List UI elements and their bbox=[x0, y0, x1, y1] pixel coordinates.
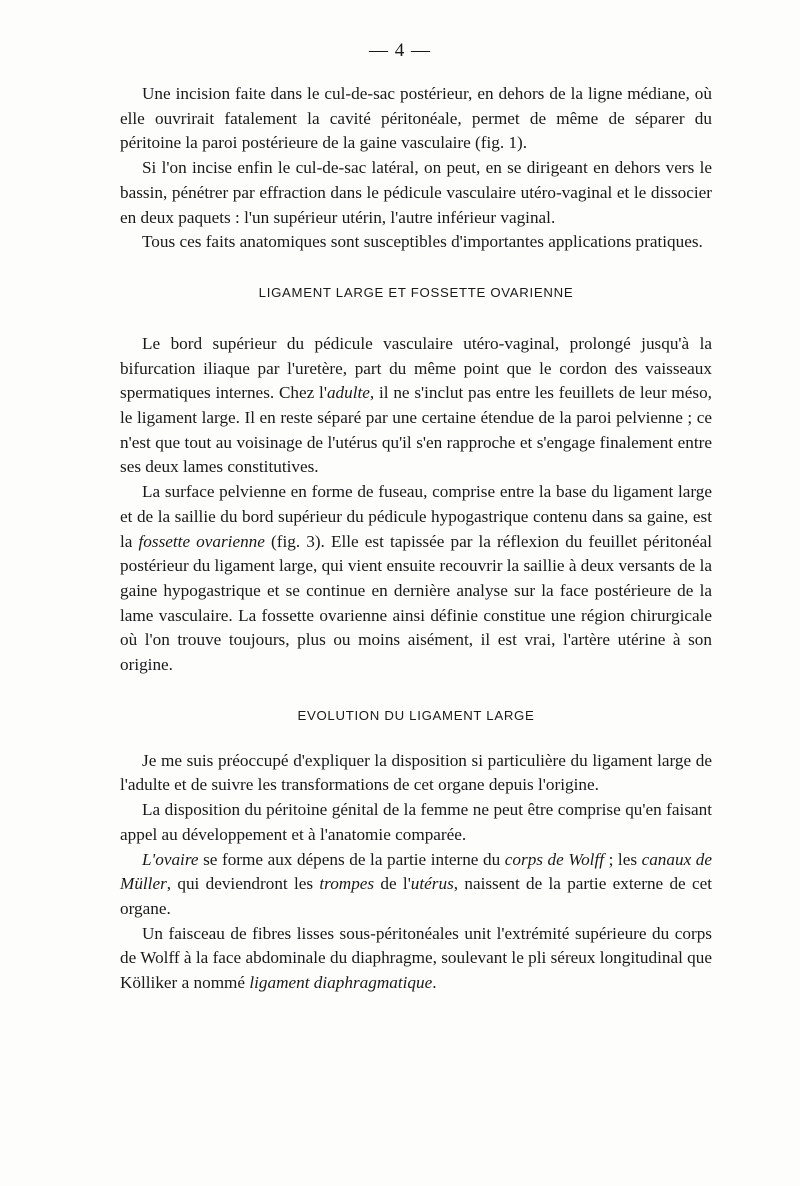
italic-term: fossette ovarienne bbox=[138, 531, 265, 551]
italic-term: canaux de Müller bbox=[120, 849, 713, 894]
italic-term: adulte bbox=[326, 383, 370, 403]
text-run: , il ne s'inclut pas entre les feuillets de leur méso, le ligament large. Il en reste séparé par une certaine étendue de la paroi pelvienne ; ce n'est que tout au voisinage de l'utérus qu'il s'en rapproche et s'engage finalement entre ses deux lames constitutives. bbox=[120, 383, 712, 477]
text-run: , naissent de la partie externe de cet organe. bbox=[120, 874, 712, 918]
paragraph: Je me suis préoccupé d'expliquer la disposition si particulière du ligament large de l'adulte et de suivre les transformations de cet organe depuis l'origine. bbox=[120, 750, 712, 795]
text-run: (fig. 3). Elle est tapissée par la réflexion du feuillet péritonéal postérieur du ligament large, qui vient ensuite recouvrir la saillie à deux versants de la gaine hypogastrique et se continue en dernière analyse sur la face postérieure de la lame vasculaire. La fossette ovarienne ainsi définie constitue une région chirurgicale où l'on trouve toujours, plus ou moins aisément, il est vrai, l'artère utérine à son origine. bbox=[120, 531, 712, 675]
text-run: Le bord supérieur du pédicule vasculaire utéro-vaginal, prolongé jusqu'à la bifurcation iliaque par l'uretère, part du même point que le cordon des vaisseaux spermatiques internes. Chez l' bbox=[120, 333, 712, 403]
text-run: se forme aux dépens de la partie interne du bbox=[198, 849, 505, 869]
text-run: . bbox=[432, 973, 437, 993]
italic-term: utérus bbox=[410, 874, 454, 894]
section-heading-evolution: EVOLUTION DU LIGAMENT LARGE bbox=[297, 707, 535, 723]
paragraph bbox=[120, 848, 712, 922]
italic-term: corps de Wolff bbox=[504, 849, 604, 869]
italic-term: L'ovaire bbox=[142, 849, 199, 869]
text-run: de l' bbox=[374, 874, 411, 894]
paragraph: Une incision faite dans le cul-de-sac postérieur, en dehors de la ligne médiane, où elle ouvrirait fatalement la cavité péritonéale, permet de même de séparer du péritoine la paroi postérieure de la gaine vasculaire (fig. 1). bbox=[120, 84, 712, 153]
text-run: Un faisceau de fibres lisses sous-péritonéales unit l'extrémité supérieure du corps de Wolff à la face abdominale du diaphragme, soulevant le pli séreux longitudinal que Kölliker a nommé bbox=[120, 923, 712, 993]
paragraph: Tous ces faits anatomiques sont susceptibles d'importantes applications pratiques. bbox=[142, 232, 703, 252]
section-heading-ligament-large: LIGAMENT LARGE ET FOSSETTE OVARIENNE bbox=[258, 284, 574, 300]
paragraph bbox=[120, 332, 712, 480]
text-run: La surface pelvienne en forme de fuseau, comprise entre la base du ligament large et de la saillie du bord supérieur du pédicule hypogastrique contenu dans sa gaine, est la bbox=[120, 482, 712, 551]
paragraph: La disposition du péritoine génital de la femme ne peut être comprise qu'en faisant appel au développement et à l'anatomie comparée. bbox=[120, 800, 712, 844]
page-number: — 4 — bbox=[369, 40, 431, 61]
text-run: , qui deviendront les bbox=[166, 874, 320, 894]
italic-term: ligament diaphragmatique bbox=[249, 973, 433, 993]
paragraph bbox=[120, 922, 712, 996]
paragraph bbox=[120, 480, 712, 678]
italic-term: trompes bbox=[319, 874, 375, 894]
document-body bbox=[120, 82, 712, 996]
paragraph: Si l'on incise enfin le cul-de-sac latéral, on peut, en se dirigeant en dehors vers le bassin, pénétrer par effraction dans le pédicule vasculaire utéro-vaginal et le dissocier en deux paquets : l'un supérieur utérin, l'autre inférieur vaginal. bbox=[120, 158, 712, 227]
text-run: ; les bbox=[604, 849, 642, 869]
